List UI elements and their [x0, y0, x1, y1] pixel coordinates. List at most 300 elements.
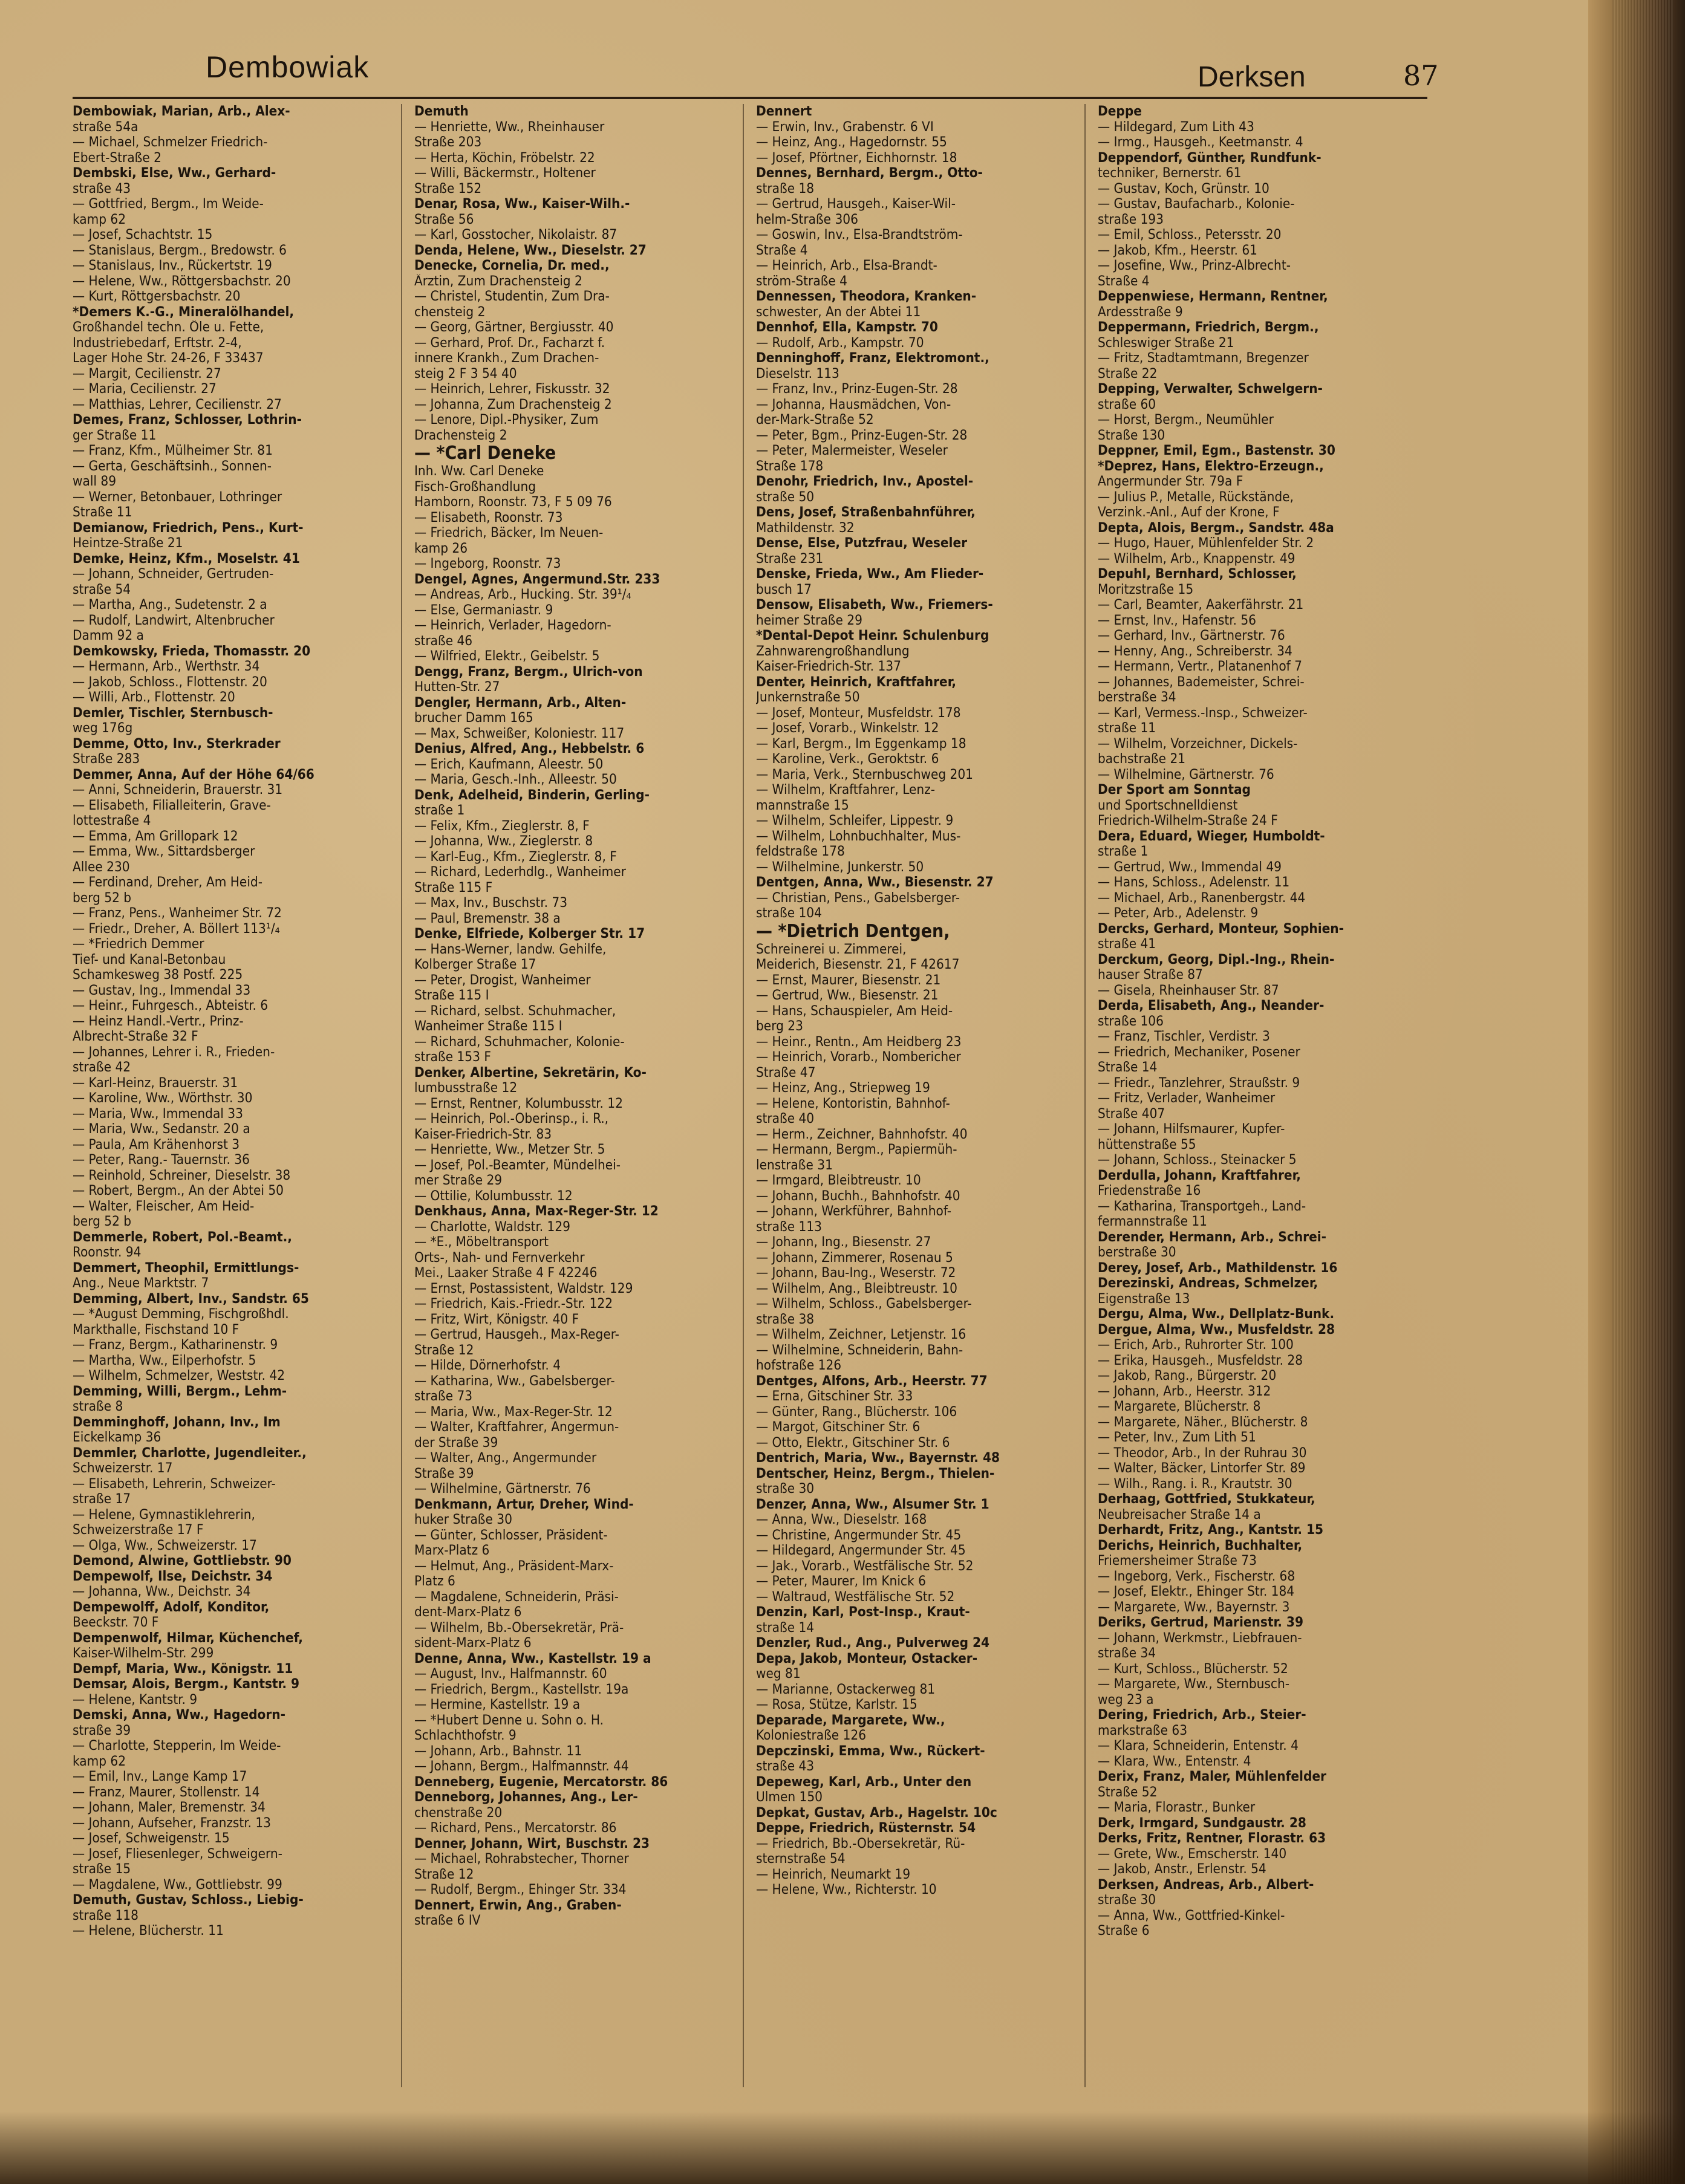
entry-heading-line: Demond, Alwine, Gottliebstr. 90 — [73, 1553, 292, 1568]
running-header — [0, 36, 1482, 103]
entry-line: der-Mark-Straße 52 — [756, 412, 874, 427]
entry-line: — Johann, Arb., Heerstr. 312 — [1098, 1383, 1271, 1399]
entry-line: — Heinrich, Lehrer, Fiskusstr. 32 — [414, 382, 610, 397]
entry-heading-line: Dentrich, Maria, Ww., Bayernstr. 48 — [756, 1451, 1000, 1466]
entry-line: — Andreas, Arb., Hucking. Str. 39¹/₄ — [414, 587, 631, 602]
entry-line: — Wilhelm, Kraftfahrer, Lenz- — [756, 782, 936, 798]
entry-line: Straße 12 — [414, 1342, 474, 1358]
entry-line: — Johann, Hilfsmaurer, Kupfer- — [1098, 1122, 1285, 1137]
page-number: 87 — [1403, 59, 1439, 92]
entry-line: Kaiser-Friedrich-Str. 83 — [414, 1126, 552, 1142]
entry-line: — Gustav, Ing., Immendal 33 — [73, 983, 251, 998]
entry-heading-line: Dempewolf, Ilse, Deichstr. 34 — [73, 1568, 273, 1584]
entry-line: — Wilfried, Elektr., Geibelstr. 5 — [414, 649, 600, 664]
entry-line: — Henriette, Ww., Rheinhauser — [414, 119, 605, 135]
entry-line: Straße 56 — [414, 212, 474, 227]
entry-line: weg 81 — [756, 1666, 801, 1682]
entry-line: — Maria, Ww., Immendal 33 — [73, 1106, 243, 1122]
entry-heading-line: Depczinski, Emma, Ww., Rückert- — [756, 1743, 985, 1759]
entry-line: Friedenstraße 16 — [1098, 1183, 1201, 1198]
entry-line: Straße 11 — [73, 505, 132, 520]
entry-line: — Anni, Schneiderin, Brauerstr. 31 — [73, 782, 283, 798]
entry-line: — Felix, Kfm., Zieglerstr. 8, F — [414, 818, 590, 834]
entry-line: — Julius P., Metalle, Rückstände, — [1098, 489, 1294, 505]
entry-line: — Peter, Maurer, Im Knick 6 — [756, 1574, 926, 1589]
entry-line: hofstraße 126 — [756, 1358, 842, 1373]
entry-line: straße 104 — [756, 906, 822, 921]
entry-line: — Helene, Kontoristin, Bahnhof- — [756, 1096, 950, 1111]
entry-heading-line: Demmerle, Robert, Pol.-Beamt., — [73, 1229, 292, 1245]
entry-heading-line: Demme, Otto, Inv., Sterkrader — [73, 736, 281, 752]
entry-line: — Erich, Kaufmann, Aleestr. 50 — [414, 756, 604, 772]
entry-line: — Magdalene, Schneiderin, Präsi- — [414, 1589, 619, 1605]
entry-line: — Johann, Werkmstr., Liebfrauen- — [1098, 1630, 1302, 1646]
entry-line: — Josef, Monteur, Musfeldstr. 178 — [756, 705, 961, 721]
entry-line: — Wilhelm, Lohnbuchhalter, Mus- — [756, 828, 961, 844]
entry-line: — Marianne, Ostackerweg 81 — [756, 1682, 936, 1697]
entry-heading-line: Derda, Elisabeth, Ang., Neander- — [1098, 998, 1325, 1013]
header-last-entry: Derksen — [1198, 61, 1306, 93]
entry-line: — Heinr., Fuhrgesch., Abteistr. 6 — [73, 998, 269, 1013]
entry-line: — Ernst, Postassistent, Waldstr. 129 — [414, 1281, 633, 1296]
entry-line: Friemersheimer Straße 73 — [1098, 1553, 1257, 1568]
entry-heading-line: Derender, Hermann, Arb., Schrei- — [1098, 1229, 1327, 1245]
entry-line: — Maria, Ww., Max-Reger-Str. 12 — [414, 1404, 613, 1420]
entry-line: lottestraße 4 — [73, 813, 151, 828]
entry-heading-line: Dense, Else, Putzfrau, Weseler — [756, 536, 968, 551]
entry-line: Ardesstraße 9 — [1098, 304, 1183, 320]
entry-heading-line: Dennert, Erwin, Ang., Graben- — [414, 1897, 622, 1913]
entry-line: — Peter, Arb., Adelenstr. 9 — [1098, 906, 1259, 921]
entry-line: — Olga, Ww., Schweizerstr. 17 — [73, 1538, 257, 1553]
entry-heading-line: Deppe — [1098, 104, 1142, 119]
entry-heading-line: Derix, Franz, Maler, Mühlenfelder — [1098, 1769, 1326, 1784]
entry-heading-line: Dering, Friedrich, Arb., Steier- — [1098, 1708, 1306, 1723]
entry-line: — Johann, Schloss., Steinacker 5 — [1098, 1152, 1297, 1168]
entry-heading-line: Deriks, Gertrud, Marienstr. 39 — [1098, 1615, 1303, 1630]
entry-line: — Gustav, Baufacharb., Kolonie- — [1098, 197, 1295, 212]
entry-line: straße 6 IV — [414, 1913, 481, 1928]
entry-line: — Klara, Schneiderin, Entenstr. 4 — [1098, 1738, 1299, 1753]
entry-line: — Karl-Heinz, Brauerstr. 31 — [73, 1075, 238, 1091]
entry-heading-line: Derezinski, Andreas, Schmelzer, — [1098, 1276, 1318, 1291]
entry-line: — *Friedrich Demmer — [73, 937, 204, 952]
entry-line: der Straße 39 — [414, 1435, 498, 1451]
entry-line: Orts-, Nah- und Fernverkehr — [414, 1250, 585, 1266]
entry-line: — Lenore, Dipl.-Physiker, Zum — [414, 412, 599, 427]
entry-line: straße 42 — [73, 1060, 131, 1075]
entry-heading-line: Demmer, Anna, Auf der Höhe 64/66 — [73, 767, 315, 782]
entry-line: straße 38 — [756, 1311, 815, 1327]
entry-line: schwester, An der Abtei 11 — [756, 304, 921, 320]
entry-line: — Walter, Fleischer, Am Heid- — [73, 1198, 255, 1214]
entry-line: — Karl, Gosstocher, Nikolaistr. 87 — [414, 227, 618, 242]
entry-line: chensteig 2 — [414, 304, 486, 320]
entry-heading-line: Densow, Elisabeth, Ww., Friemers- — [756, 597, 993, 613]
entry-line: — Franz, Kfm., Mülheimer Str. 81 — [73, 443, 273, 458]
entry-line: — Carl, Beamter, Aakerfährstr. 21 — [1098, 597, 1304, 613]
entry-line: Straße 203 — [414, 135, 482, 150]
entry-line: straße 193 — [1098, 212, 1164, 227]
entry-line: — Walter, Kraftfahrer, Angermun- — [414, 1420, 619, 1435]
entry-line: — Elisabeth, Lehrerin, Schweizer- — [73, 1476, 276, 1492]
entry-line: — Johann, Bergm., Halfmannstr. 44 — [414, 1759, 629, 1774]
entry-heading-line: Depa, Jakob, Monteur, Ostacker- — [756, 1651, 978, 1666]
entry-heading-line: Dera, Eduard, Wieger, Humboldt- — [1098, 828, 1325, 844]
entry-heading-line: Depta, Alois, Bergm., Sandstr. 48a — [1098, 520, 1334, 536]
entry-heading-line: Demsar, Alois, Bergm., Kantstr. 9 — [73, 1677, 300, 1692]
entry-line: — Emma, Ww., Sittardsberger — [73, 844, 255, 859]
entry-heading-line: Deppendorf, Günther, Rundfunk- — [1098, 150, 1322, 166]
entry-line: Straße 4 — [1098, 273, 1150, 289]
entry-line: — Gertrud, Hausgeh., Kaiser-Wil- — [756, 197, 956, 212]
entry-line: kamp 26 — [414, 541, 468, 556]
entry-line: — Friedrich, Kais.-Friedr.-Str. 122 — [414, 1296, 613, 1311]
entry-line: Moritzstraße 15 — [1098, 582, 1194, 597]
entry-line: — Ernst, Rentner, Kolumbusstr. 12 — [414, 1096, 623, 1111]
entry-line: — Johann, Bau-Ing., Weserstr. 72 — [756, 1266, 956, 1281]
entry-heading-line: — *Carl Deneke — [414, 443, 556, 464]
entry-line: — Anna, Ww., Dieselstr. 168 — [756, 1512, 927, 1527]
entry-line: — Ottilie, Kolumbusstr. 12 — [414, 1188, 573, 1204]
entry-line: Straße 39 — [414, 1466, 474, 1481]
entry-line: straße 8 — [73, 1399, 123, 1414]
entry-heading-line: Denninghoff, Franz, Elektromont., — [756, 351, 989, 366]
entry-line: — Margarete, Ww., Bayernstr. 3 — [1098, 1599, 1290, 1615]
entry-line: — Heinrich, Neumarkt 19 — [756, 1867, 911, 1882]
entry-line: — Margot, Gitschiner Str. 6 — [756, 1420, 921, 1435]
entry-heading-line: Derckum, Georg, Dipl.-Ing., Rhein- — [1098, 952, 1335, 967]
entry-line: busch 17 — [756, 582, 812, 597]
entry-heading-line: Der Sport am Sonntag — [1098, 782, 1251, 798]
entry-heading-line: Demmler, Charlotte, Jugendleiter., — [73, 1445, 307, 1461]
entry-heading-line: Derks, Fritz, Rentner, Florastr. 63 — [1098, 1831, 1326, 1846]
entry-line: — Georg, Gärtner, Bergiusstr. 40 — [414, 320, 614, 335]
entry-line: techniker, Bernerstr. 61 — [1098, 166, 1242, 181]
entry-heading-line: Deppenwiese, Hermann, Rentner, — [1098, 289, 1328, 304]
entry-line: — Wilhelm, Schmelzer, Weststr. 42 — [73, 1368, 285, 1383]
entry-line: straße 46 — [414, 633, 473, 649]
entry-heading-line: Dentgen, Anna, Ww., Biesenstr. 27 — [756, 875, 994, 890]
entry-line: — Heinrich, Pol.-Oberinsp., i. R., — [414, 1111, 609, 1126]
entry-line: — Johannes, Bademeister, Schrei- — [1098, 674, 1305, 690]
entry-heading-line: Demmert, Theophil, Ermittlungs- — [73, 1260, 299, 1276]
entry-line: — Rudolf, Landwirt, Altenbrucher — [73, 613, 275, 628]
entry-line: Straße 4 — [756, 242, 808, 258]
entry-line: Straße 115 F — [414, 880, 493, 895]
page-edge-lines — [1612, 0, 1673, 2184]
entry-line: — Charlotte, Stepperin, Im Weide- — [73, 1738, 281, 1753]
entry-line: straße 153 F — [414, 1050, 491, 1065]
entry-line: — Josef, Vorarb., Winkelstr. 12 — [756, 721, 939, 736]
entry-line: — Friedrich, Bäcker, Im Neuen- — [414, 525, 604, 541]
entry-line: — Hugo, Hauer, Mühlenfelder Str. 2 — [1098, 536, 1314, 551]
entry-line: — Maria, Cecilienstr. 27 — [73, 382, 217, 397]
entry-line: Koloniestraße 126 — [756, 1728, 867, 1743]
entry-line: — Matthias, Lehrer, Cecilienstr. 27 — [73, 397, 282, 412]
entry-line: — Gerhard, Prof. Dr., Facharzt f. — [414, 335, 605, 351]
entry-line: — Walter, Ang., Angermunder — [414, 1451, 597, 1466]
entry-heading-line: Denske, Frieda, Ww., Am Flieder- — [756, 567, 984, 582]
entry-heading-line: Derichs, Heinrich, Buchhalter, — [1098, 1538, 1303, 1553]
entry-line: — Karl, Vermess.-Insp., Schweizer- — [1098, 705, 1308, 721]
entry-line: — Irmgard, Bleibtreustr. 10 — [756, 1173, 921, 1188]
entry-line: — Richard, selbst. Schuhmacher, — [414, 1003, 616, 1019]
entry-line: straße 113 — [756, 1219, 822, 1235]
entry-heading-line: Dennhof, Ella, Kampstr. 70 — [756, 320, 938, 335]
entry-line: Industriebedarf, Erftstr. 2-4, — [73, 335, 242, 351]
entry-line: — Ingeborg, Verk., Fischerstr. 68 — [1098, 1568, 1296, 1584]
entry-line: — Heinrich, Vorarb., Nombericher — [756, 1050, 961, 1065]
entry-line: — Karoline, Verk., Geroktstr. 6 — [756, 752, 939, 767]
entry-line: Beeckstr. 70 F — [73, 1615, 159, 1630]
entry-line: — Josef, Schachtstr. 15 — [73, 227, 213, 242]
entry-line: Damm 92 a — [73, 628, 144, 643]
entry-line: fermannstraße 11 — [1098, 1214, 1207, 1229]
entry-line: — Franz, Bergm., Katharinenstr. 9 — [73, 1337, 278, 1353]
entry-line: — Gustav, Koch, Grünstr. 10 — [1098, 181, 1269, 197]
entry-heading-line: Dengler, Hermann, Arb., Alten- — [414, 695, 627, 710]
entry-heading-line: Demler, Tischler, Sternbusch- — [73, 705, 273, 721]
entry-line: — Jakob, Rang., Bürgerstr. 20 — [1098, 1368, 1277, 1383]
entry-line: — Kurt, Röttgersbachstr. 20 — [73, 289, 241, 304]
entry-line: — Wilhelm, Schloss., Gabelsberger- — [756, 1296, 972, 1311]
entry-line: brucher Damm 165 — [414, 710, 533, 726]
entry-line: berg 23 — [756, 1019, 803, 1034]
entry-line: — Walter, Bäcker, Lintorfer Str. 89 — [1098, 1461, 1306, 1476]
entry-line: — Helmut, Ang., Präsident-Marx- — [414, 1558, 614, 1574]
entry-line: — Fritz, Verlader, Wanheimer — [1098, 1091, 1276, 1106]
entry-line: Kaiser-Friedrich-Str. 137 — [756, 659, 901, 674]
entry-line: Ebert-Straße 2 — [73, 150, 161, 166]
entry-line: straße 34 — [1098, 1646, 1156, 1661]
entry-heading-line: Denecke, Cornelia, Dr. med., — [414, 258, 610, 273]
entry-line: — Erwin, Inv., Grabenstr. 6 VI — [756, 119, 934, 135]
entry-line: Schamkesweg 38 Postf. 225 — [73, 967, 243, 983]
entry-line: — August, Inv., Halfmannstr. 60 — [414, 1666, 607, 1682]
entry-line: straße 1 — [1098, 844, 1149, 859]
entry-heading-line: *Demers K.-G., Mineralölhandel, — [73, 304, 295, 320]
entry-line: markstraße 63 — [1098, 1723, 1188, 1738]
entry-line: Heintze-Straße 21 — [73, 536, 183, 551]
entry-line: Straße 152 — [414, 181, 482, 197]
entry-line: — Johann, Arb., Bahnstr. 11 — [414, 1743, 582, 1759]
entry-line: Mathildenstr. 32 — [756, 520, 855, 536]
entry-line: Ulmen 150 — [756, 1790, 823, 1805]
entry-line: — Henny, Ang., Schreiberstr. 34 — [1098, 643, 1292, 659]
entry-line: — Gerhard, Inv., Gärtnerstr. 76 — [1098, 628, 1285, 643]
entry-line: kamp 62 — [73, 1753, 126, 1769]
entry-line: Straße 283 — [73, 752, 140, 767]
entry-line: — Gertrud, Hausgeh., Max-Reger- — [414, 1327, 619, 1342]
entry-line: Hamborn, Roonstr. 73, F 5 09 76 — [414, 495, 612, 510]
entry-heading-line: Derey, Josef, Arb., Mathildenstr. 16 — [1098, 1260, 1338, 1276]
entry-line: — Wilhelm, Ang., Bleibtreustr. 10 — [756, 1281, 957, 1296]
entry-line: Angermunder Str. 79a F — [1098, 474, 1243, 489]
entry-line: — Jakob, Schloss., Flottenstr. 20 — [73, 674, 267, 690]
entry-heading-line: Denzer, Anna, Ww., Alsumer Str. 1 — [756, 1497, 989, 1512]
entry-line: Lager Hohe Str. 24-26, F 33437 — [73, 351, 264, 366]
entry-line: — Josef, Schweigenstr. 15 — [73, 1831, 230, 1846]
entry-line: berg 52 b — [73, 890, 132, 906]
entry-line: kamp 62 — [73, 212, 126, 227]
entry-line: — Henriette, Ww., Metzer Str. 5 — [414, 1142, 605, 1157]
entry-line: — Erna, Gitschiner Str. 33 — [756, 1389, 913, 1404]
entry-heading-line: Denkhaus, Anna, Max-Reger-Str. 12 — [414, 1204, 659, 1219]
entry-line: hauser Straße 87 — [1098, 967, 1203, 983]
entry-line: — Kurt, Schloss., Blücherstr. 52 — [1098, 1661, 1288, 1677]
entry-line: — Maria, Gesch.-Inh., Alleestr. 50 — [414, 772, 617, 787]
entry-line: Junkernstraße 50 — [756, 690, 860, 705]
header-first-entry: Dembowiak — [206, 50, 370, 84]
entry-heading-line: Demkowsky, Frieda, Thomasstr. 20 — [73, 643, 311, 659]
entry-line: — Richard, Pens., Mercatorstr. 86 — [414, 1821, 617, 1836]
entry-heading-line: Dentscher, Heinz, Bergm., Thielen- — [756, 1466, 995, 1481]
entry-line: Ärztin, Zum Drachensteig 2 — [414, 273, 582, 289]
entry-line: — Herm., Zeichner, Bahnhofstr. 40 — [756, 1126, 968, 1142]
entry-line: berg 52 b — [73, 1214, 132, 1229]
entry-heading-line: Demianow, Friedrich, Pens., Kurt- — [73, 520, 304, 536]
entry-line: — Gerta, Geschäftsinh., Sonnen- — [73, 458, 272, 474]
entry-line: — Christine, Angermunder Str. 45 — [756, 1527, 962, 1543]
entry-line: straße 54a — [73, 119, 139, 135]
entry-heading-line: Denneborg, Johannes, Ang., Ler- — [414, 1790, 638, 1805]
entry-line: Friedrich-Wilhelm-Straße 24 F — [1098, 813, 1278, 828]
entry-line: — Margarete, Blücherstr. 8 — [1098, 1399, 1261, 1414]
entry-line: — Werner, Betonbauer, Lothringer — [73, 489, 282, 505]
entry-line: Zahnwarengroßhandlung — [756, 643, 910, 659]
entry-line: — Franz, Pens., Wanheimer Str. 72 — [73, 906, 282, 921]
entry-line: — Emil, Schloss., Petersstr. 20 — [1098, 227, 1282, 242]
entry-heading-line: Demski, Anna, Ww., Hagedorn- — [73, 1708, 286, 1723]
entry-line: — Jak., Vorarb., Westfälische Str. 52 — [756, 1558, 974, 1574]
entry-heading-line: Dergu, Alma, Ww., Dellplatz-Bunk. — [1098, 1307, 1335, 1322]
entry-line: — Grete, Ww., Emscherstr. 140 — [1098, 1846, 1287, 1862]
entry-line: Eickelkamp 36 — [73, 1430, 161, 1445]
entry-line: Albrecht-Straße 32 F — [73, 1029, 198, 1044]
entry-line: — Hermann, Arb., Werthstr. 34 — [73, 659, 260, 674]
entry-line: straße 30 — [1098, 1893, 1156, 1908]
entry-line: — Josef, Pförtner, Eichhornstr. 18 — [756, 150, 957, 166]
entry-line: Allee 230 — [73, 859, 130, 875]
entry-heading-line: Dennessen, Theodora, Kranken- — [756, 289, 977, 304]
entry-line: — Fritz, Wirt, Königstr. 40 F — [414, 1311, 579, 1327]
entry-line: — Theodor, Arb., In der Ruhrau 30 — [1098, 1445, 1307, 1461]
entry-heading-line: Depping, Verwalter, Schwelgern- — [1098, 382, 1323, 397]
entry-heading-line: Derksen, Andreas, Arb., Albert- — [1098, 1877, 1314, 1893]
entry-heading-line: Denne, Anna, Ww., Kastellstr. 19 a — [414, 1651, 651, 1666]
entry-heading-line: Dempewolff, Adolf, Konditor, — [73, 1599, 270, 1615]
entry-line: — Heinrich, Verlader, Hagedorn- — [414, 618, 611, 633]
entry-heading-line: Demming, Albert, Inv., Sandstr. 65 — [73, 1291, 309, 1307]
column-4 — [1098, 104, 1427, 2087]
entry-heading-line: *Dental-Depot Heinr. Schulenburg — [756, 628, 989, 643]
entry-heading-line: Depkat, Gustav, Arb., Hagelstr. 10c — [756, 1805, 997, 1821]
entry-line: — Else, Germaniastr. 9 — [414, 602, 553, 618]
entry-line: — Christel, Studentin, Zum Dra- — [414, 289, 610, 304]
entry-line: — Johanna, Zum Drachensteig 2 — [414, 397, 612, 412]
entry-heading-line: Demuth — [414, 104, 469, 119]
entry-line: — Rudolf, Bergm., Ehinger Str. 334 — [414, 1882, 627, 1897]
entry-heading-line: Denk, Adelheid, Binderin, Gerling- — [414, 787, 650, 803]
entry-heading-line: Deppner, Emil, Egm., Bastenstr. 30 — [1098, 443, 1335, 458]
entry-line: sident-Marx-Platz 6 — [414, 1636, 532, 1651]
entry-line: — Johann, Buchh., Bahnhofstr. 40 — [756, 1188, 960, 1204]
entry-line: — Ernst, Inv., Hafenstr. 56 — [1098, 613, 1256, 628]
entry-line: — Martha, Ang., Sudetenstr. 2 a — [73, 597, 267, 613]
entry-heading-line: Denzler, Rud., Ang., Pulverweg 24 — [756, 1636, 990, 1651]
entry-line: — Erich, Arb., Ruhrorter Str. 100 — [1098, 1337, 1294, 1353]
entry-line: — Josefine, Ww., Prinz-Albrecht- — [1098, 258, 1291, 273]
entry-line: — Wilhelmine, Junkerstr. 50 — [756, 859, 924, 875]
entry-heading-line: Denohr, Friedrich, Inv., Apostel- — [756, 474, 974, 489]
header-rule — [73, 97, 1427, 99]
entry-line: — Helene, Blücherstr. 11 — [73, 1923, 224, 1939]
entry-line: Inh. Ww. Carl Deneke — [414, 464, 544, 479]
entry-line: straße 50 — [756, 489, 815, 505]
entry-line: — Johann, Maler, Bremenstr. 34 — [73, 1800, 266, 1815]
entry-line: — Magdalene, Ww., Gottliebstr. 99 — [73, 1877, 282, 1893]
entry-line: steig 2 F 3 54 40 — [414, 366, 517, 382]
entry-line: Kaiser-Wilhelm-Str. 299 — [73, 1646, 214, 1661]
entry-line: — Waltraud, Westfälische Str. 52 — [756, 1589, 955, 1605]
entry-heading-line: Deppermann, Friedrich, Bergm., — [1098, 320, 1319, 335]
entry-line: straße 1 — [414, 803, 465, 818]
entry-line: — Stanislaus, Inv., Rückertstr. 19 — [73, 258, 272, 273]
entry-line: — Wilhelm, Arb., Knappenstr. 49 — [1098, 551, 1296, 567]
entry-heading-line: Deppe, Friedrich, Rüsternstr. 54 — [756, 1821, 976, 1836]
entry-line: — Willi, Bäckermstr., Holtener — [414, 166, 596, 181]
entry-line: Straße 231 — [756, 551, 824, 567]
entry-line: — Wilhelmine, Gärtnerstr. 76 — [1098, 767, 1274, 782]
entry-heading-line: Deparade, Margarete, Ww., — [756, 1712, 945, 1728]
entry-line: Fisch-Großhandlung — [414, 479, 536, 495]
entry-line: sternstraße 54 — [756, 1851, 846, 1867]
entry-line: lumbusstraße 12 — [414, 1081, 518, 1096]
entry-line: — Peter, Inv., Zum Lith 51 — [1098, 1430, 1256, 1445]
entry-line: — Friedrich, Bergm., Kastellstr. 19a — [414, 1682, 629, 1697]
entry-line: — Johanna, Ww., Zieglerstr. 8 — [414, 834, 593, 849]
entry-line: — Michael, Rohrabstecher, Thorner — [414, 1851, 629, 1867]
entry-line: — Gertrud, Ww., Biesenstr. 21 — [756, 988, 939, 1003]
entry-line: innere Krankh., Zum Drachen- — [414, 351, 599, 366]
entry-line: — Anna, Ww., Gottfried-Kinkel- — [1098, 1908, 1285, 1923]
entry-line: — Katharina, Ww., Gabelsberger- — [414, 1373, 615, 1389]
entry-line: — Peter, Drogist, Wanheimer — [414, 972, 591, 988]
entry-heading-line: Dentges, Alfons, Arb., Heerstr. 77 — [756, 1373, 988, 1389]
entry-line: mannstraße 15 — [756, 798, 849, 813]
entry-line: — Jakob, Anstr., Erlenstr. 54 — [1098, 1862, 1266, 1877]
entry-line: berstraße 34 — [1098, 690, 1176, 705]
entry-line: — Wilhelm, Vorzeichner, Dickels- — [1098, 736, 1298, 752]
entry-line: dent-Marx-Platz 6 — [414, 1605, 522, 1620]
entry-heading-line: Denneberg, Eugenie, Mercatorstr. 86 — [414, 1774, 668, 1790]
directory-columns — [73, 104, 1427, 2087]
entry-heading-line: Dengg, Franz, Bergm., Ulrich-von — [414, 664, 643, 680]
entry-line: — Elisabeth, Filialleiterin, Grave- — [73, 798, 271, 813]
entry-heading-line: Dercks, Gerhard, Monteur, Sophien- — [1098, 921, 1344, 937]
entry-heading-line: Dennert — [756, 104, 812, 119]
entry-line: Mei., Laaker Straße 4 F 42246 — [414, 1266, 598, 1281]
entry-line: — Michael, Schmelzer Friedrich- — [73, 135, 268, 150]
entry-heading-line: Denius, Alfred, Ang., Hebbelstr. 6 — [414, 741, 645, 756]
entry-line: — Ingeborg, Roonstr. 73 — [414, 556, 561, 571]
entry-line: — Fritz, Stadtamtmann, Bregenzer — [1098, 351, 1309, 366]
entry-line: — Hans, Schloss., Adelenstr. 11 — [1098, 875, 1290, 890]
entry-line: Schweizerstraße 17 F — [73, 1523, 204, 1538]
entry-line: Roonstr. 94 — [73, 1245, 142, 1260]
entry-line: straße 30 — [756, 1481, 815, 1497]
